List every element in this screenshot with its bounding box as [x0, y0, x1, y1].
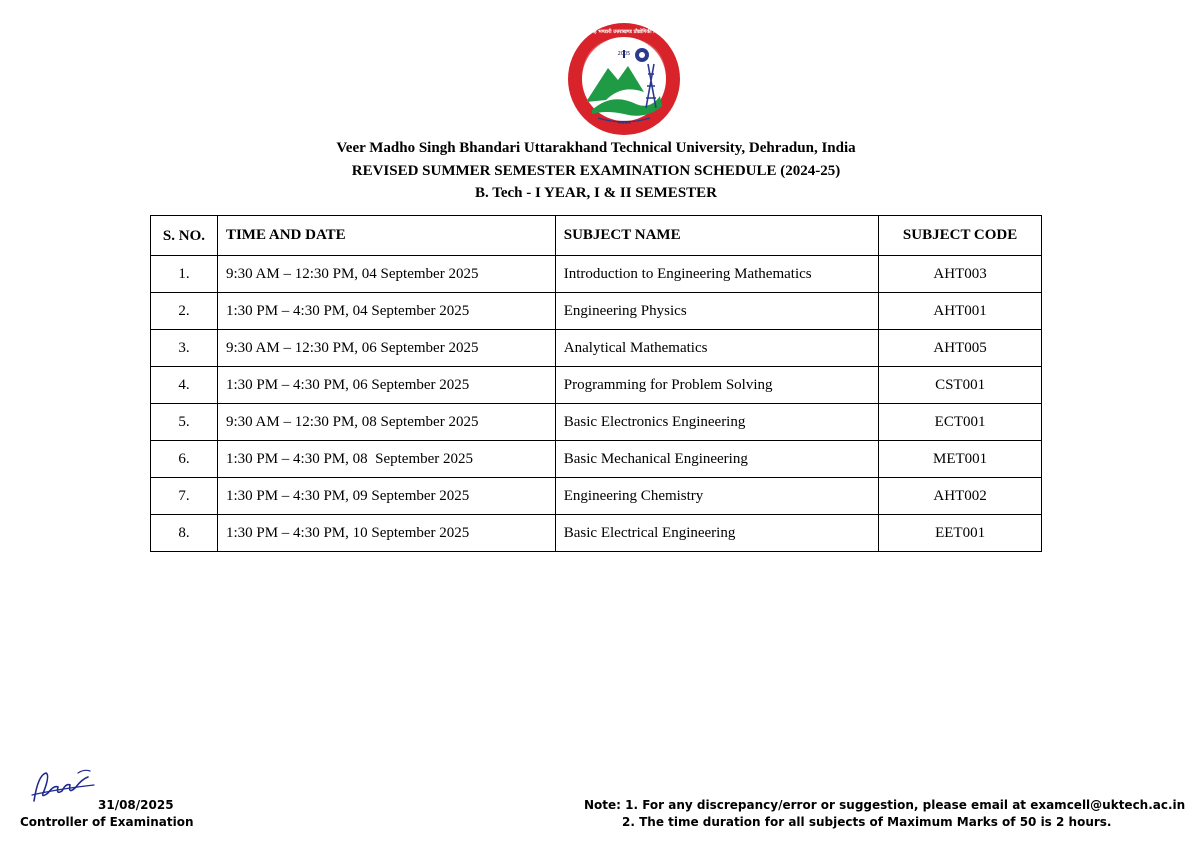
exam-schedule-table — [150, 215, 1042, 552]
handwritten-signature — [28, 765, 98, 807]
cell-subject-code: ECT001 — [879, 404, 1042, 441]
table-row — [151, 330, 1042, 367]
cell-sno: 8. — [151, 515, 218, 552]
cell-sno: 4. — [151, 367, 218, 404]
cell-time-date: 9:30 AM – 12:30 PM, 08 September 2025 — [217, 404, 555, 441]
table-row — [151, 256, 1042, 293]
cell-time-date: 1:30 PM – 4:30 PM, 09 September 2025 — [217, 478, 555, 515]
seal-motto: नवाचार — [617, 120, 631, 126]
cell-subject-name: Engineering Chemistry — [555, 478, 878, 515]
col-header-subject-code: SUBJECT CODE — [879, 216, 1042, 256]
cell-sno: 7. — [151, 478, 218, 515]
cell-subject-code: AHT003 — [879, 256, 1042, 293]
table-row — [151, 515, 1042, 552]
col-header-sno: S. NO. — [151, 216, 218, 256]
cell-sno: 6. — [151, 441, 218, 478]
cell-subject-code: CST001 — [879, 367, 1042, 404]
signature-date: 31/08/2025 — [98, 798, 174, 812]
table-row — [151, 478, 1042, 515]
cell-subject-name: Engineering Physics — [555, 293, 878, 330]
cell-subject-code: AHT002 — [879, 478, 1042, 515]
schedule-title: REVISED SUMMER SEMESTER EXAMINATION SCHEDULE (2024-25) — [351, 163, 841, 179]
col-header-subject-name: SUBJECT NAME — [555, 216, 878, 256]
note-2: 2. The time duration for all subjects of Maximum Marks of 50 is 2 hours. — [622, 815, 1112, 829]
cell-time-date: 9:30 AM – 12:30 PM, 06 September 2025 — [217, 330, 555, 367]
table-row — [151, 293, 1042, 330]
cell-subject-code: MET001 — [879, 441, 1042, 478]
table-row — [151, 404, 1042, 441]
note-1: Note: 1. For any discrepancy/error or suggestion, please email at examcell@uktech.ac.in — [584, 798, 1186, 812]
cell-subject-code: AHT005 — [879, 330, 1042, 367]
seal-year: 2005 — [617, 51, 631, 57]
cell-time-date: 1:30 PM – 4:30 PM, 06 September 2025 — [217, 367, 555, 404]
table-row — [151, 367, 1042, 404]
col-header-time-date: TIME AND DATE — [217, 216, 555, 256]
cell-subject-name: Introduction to Engineering Mathematics — [555, 256, 878, 293]
cell-subject-name: Programming for Problem Solving — [555, 367, 878, 404]
table-row — [151, 441, 1042, 478]
program-title: B. Tech - I YEAR, I & II SEMESTER — [475, 185, 717, 201]
cell-time-date: 1:30 PM – 4:30 PM, 10 September 2025 — [217, 515, 555, 552]
cell-time-date: 1:30 PM – 4:30 PM, 08 September 2025 — [217, 441, 555, 478]
cell-sno: 5. — [151, 404, 218, 441]
seal-text-top: वीर माधो सिंह भण्डारी उत्तराखण्ड प्रौद्योगिकी विश्वविद्यालय — [570, 29, 678, 35]
cell-subject-name: Basic Electronics Engineering — [555, 404, 878, 441]
cell-time-date: 9:30 AM – 12:30 PM, 04 September 2025 — [217, 256, 555, 293]
cell-subject-name: Basic Mechanical Engineering — [555, 441, 878, 478]
university-name: Veer Madho Singh Bhandari Uttarakhand Technical University, Dehradun, India — [336, 140, 856, 156]
cell-sno: 2. — [151, 293, 218, 330]
cell-subject-code: EET001 — [879, 515, 1042, 552]
cell-sno: 3. — [151, 330, 218, 367]
cell-subject-code: AHT001 — [879, 293, 1042, 330]
table-header-row — [151, 216, 1042, 256]
cell-sno: 1. — [151, 256, 218, 293]
signatory-title: Controller of Examination — [20, 815, 194, 829]
cell-time-date: 1:30 PM – 4:30 PM, 04 September 2025 — [217, 293, 555, 330]
cell-subject-name: Analytical Mathematics — [555, 330, 878, 367]
cell-subject-name: Basic Electrical Engineering — [555, 515, 878, 552]
university-seal-logo — [562, 22, 686, 136]
